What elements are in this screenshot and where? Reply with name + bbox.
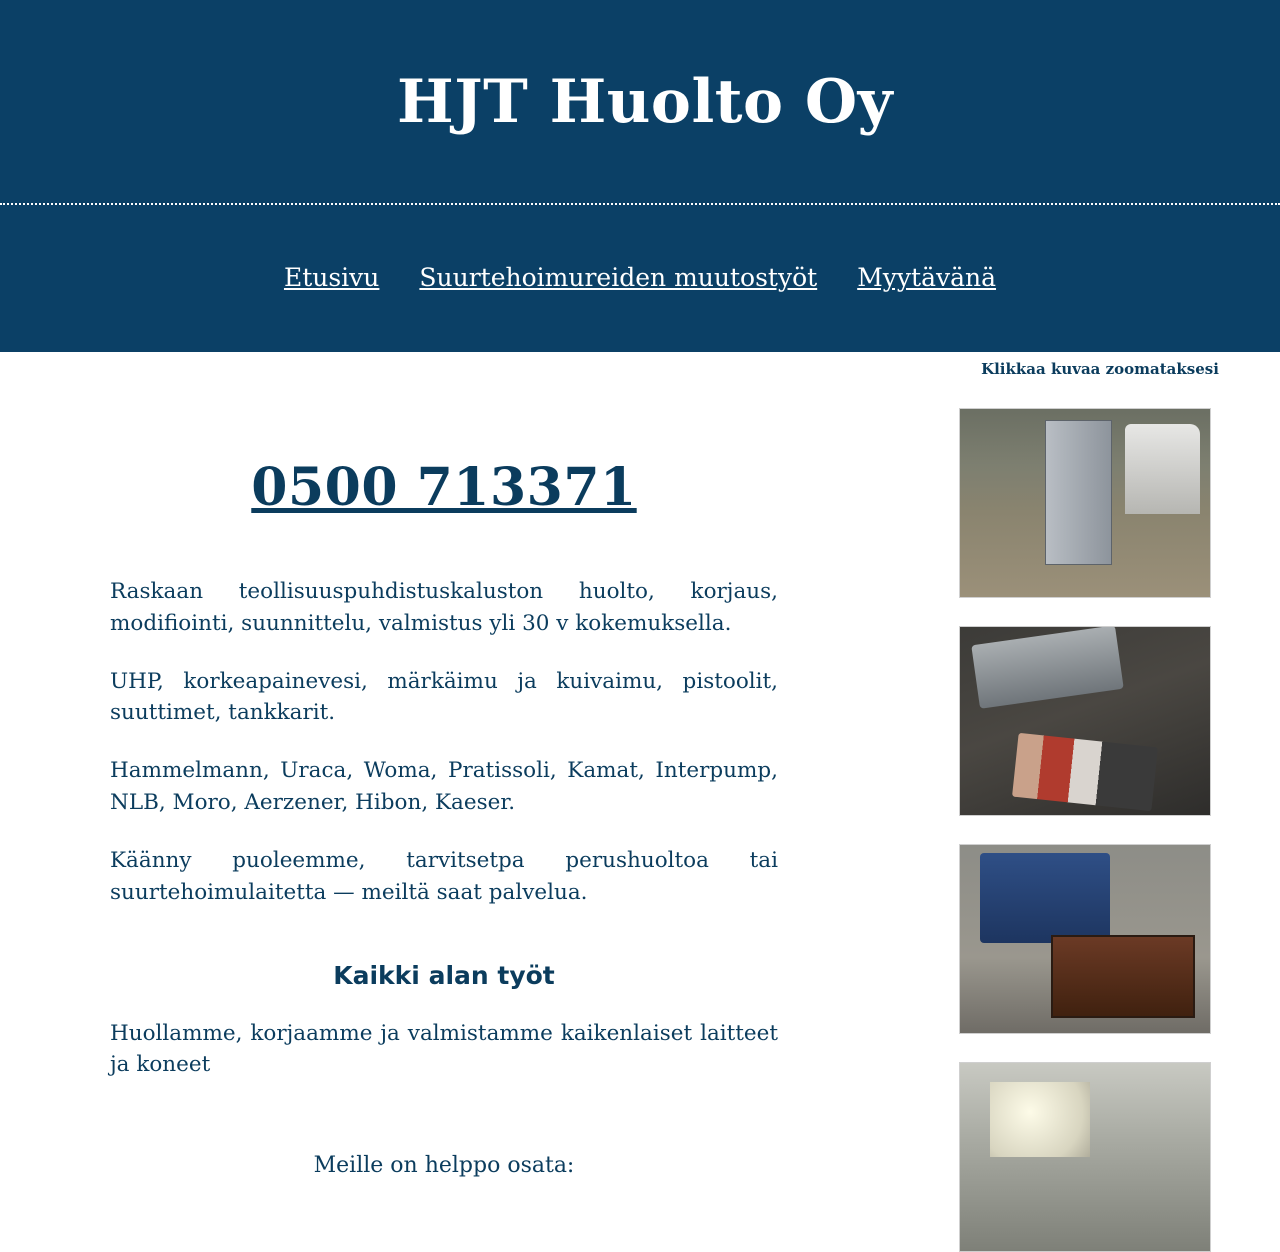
nav-item-myytavana[interactable]: Myytävänä xyxy=(857,263,997,292)
gallery-thumbnail-4[interactable] xyxy=(959,1062,1211,1252)
gallery-thumbnail-1[interactable] xyxy=(959,408,1211,598)
closing-text: Meille on helppo osata: xyxy=(313,1153,575,1179)
page-title: HJT Huolto Oy xyxy=(397,66,893,137)
gallery-sidebar xyxy=(890,352,1280,1200)
intro-paragraph-1: Raskaan teollisuuspuhdistuskaluston huolto, korjaus, modifiointi, suunnittelu, valmistus yli 30 v kokemuksella. xyxy=(110,579,778,636)
section-heading-kaikki-alan-tyot: Kaikki alan työt xyxy=(333,960,555,990)
phone-link[interactable]: 0500 713371 xyxy=(251,457,637,518)
gallery-thumbnail-2[interactable] xyxy=(959,626,1211,816)
main-content xyxy=(0,352,890,1200)
page-body xyxy=(0,352,1280,1200)
gallery-thumbnail-3[interactable] xyxy=(959,844,1211,1034)
site-header xyxy=(0,0,1280,205)
intro-paragraph-4: Käänny puoleemme, tarvitsetpa perushuoltoa tai suurtehoimulaitetta — meiltä saat palvelua. xyxy=(110,847,778,905)
nav-item-suurtehoimureiden-muutostyot[interactable]: Suurtehoimureiden muutostyöt xyxy=(419,263,818,292)
intro-paragraph-2: UHP, korkeapainevesi, märkäimu ja kuivaimu, pistoolit, suuttimet, tankkarit. xyxy=(110,668,778,726)
phone-wrapper xyxy=(110,457,778,518)
nav-item-etusivu[interactable]: Etusivu xyxy=(283,263,380,292)
section-paragraph: Huollamme, korjaamme ja valmistamme kaikenlaiset laitteet ja koneet xyxy=(110,1020,778,1078)
intro-paragraph-3: Hammelmann, Uraca, Woma, Pratissoli, Kamat, Interpump, NLB, Moro, Aerzener, Hibon, Kaeser. xyxy=(110,758,778,816)
nav-list xyxy=(284,263,996,292)
gallery-caption: Klikkaa kuvaa zoomataksesi xyxy=(981,360,1219,378)
main-navigation xyxy=(0,205,1280,352)
